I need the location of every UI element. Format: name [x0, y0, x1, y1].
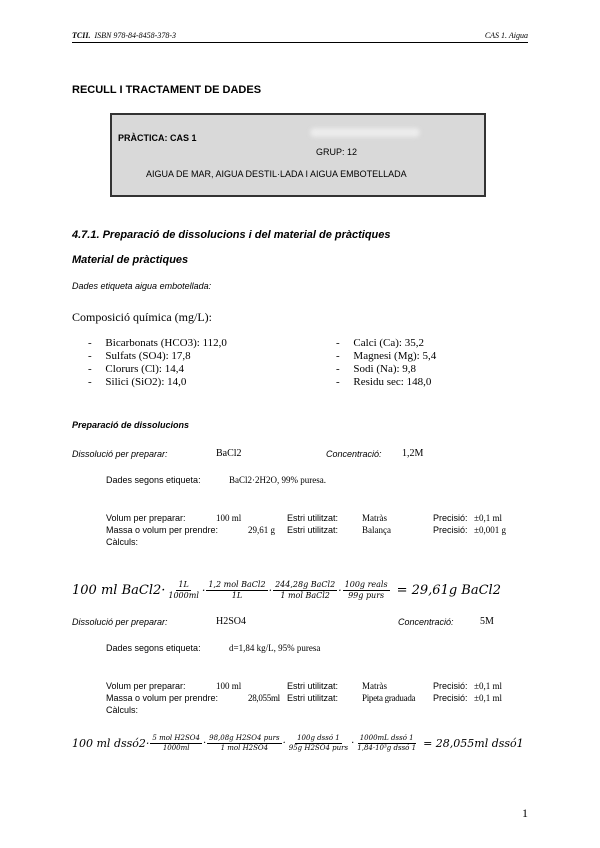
diss1-calculs: Càlculs: [106, 537, 139, 547]
diss1-prec2-label: Precisió: [433, 525, 468, 535]
list-item: - Bicarbonats (HCO3): 112,0 [88, 337, 227, 349]
diss1-volum-label: Volum per preparar: [106, 513, 186, 523]
header-course: TCII. [72, 31, 91, 40]
page-number: 1 [522, 806, 528, 820]
diss1-label: Dissolució per preparar: [72, 449, 168, 459]
box-subtitle: AIGUA DE MAR, AIGUA DESTIL·LADA I AIGUA EMBOTELLADA [146, 169, 407, 179]
list-item: - Residu sec: 148,0 [336, 376, 432, 388]
diss2-calculs: Càlculs: [106, 705, 139, 715]
diss1-dades-value: BaCl2·2H2O, 99% puresa. [229, 475, 326, 485]
diss1-massa-label: Massa o volum per prendre: [106, 525, 219, 535]
diss2-dades-value: d=1,84 kg/L, 95% puresa [229, 643, 321, 653]
diss2-estri1-label: Estri utilitzat: [287, 681, 339, 691]
eq1-fraction: $\frac{\text{100g reals}}{\text{99g purs}}$ [344, 580, 388, 600]
heading-471: 4.7.1. Preparació de dissolucions i del material de pràctiques [72, 229, 391, 241]
diss1-conc-label: Concentració: [326, 449, 382, 459]
diss1-estri1-label: Estri utilitzat: [287, 513, 339, 523]
list-item: - Sulfats (SO4): 17,8 [88, 350, 191, 362]
list-item: - Clorurs (Cl): 14,4 [88, 363, 184, 375]
diss1-estri2-value: Balança [362, 525, 391, 535]
composicio-label: Composició química (mg/L): [72, 310, 212, 324]
practica-box [110, 113, 486, 197]
practica-label: PRÀCTICA: CAS 1 [118, 133, 197, 143]
eq1-fraction: $\frac{\text{244,28g BaCl2}}{\text{1 mol BaCl2}}$ [275, 580, 336, 600]
diss1-estri2-label: Estri utilitzat: [287, 525, 339, 535]
diss2-dades-label: Dades segons etiqueta: [106, 643, 201, 653]
diss1-volum-value: 100 ml [216, 513, 242, 523]
eq2-result: = 28,055ml dssó1 [423, 736, 524, 750]
redacted-name [310, 128, 420, 137]
dades-etiqueta: Dades etiqueta aigua embotellada: [72, 281, 212, 291]
eq2-fraction: $\frac{\text{5 mol H2SO4}}{1000ml}$ [152, 734, 200, 752]
diss2-conc-label: Concentració: [398, 617, 454, 627]
diss1-prec1-label: Precisió: [433, 513, 468, 523]
list-item: - Magnesi (Mg): 5,4 [336, 350, 437, 362]
diss2-volum-label: Volum per preparar: [106, 681, 186, 691]
composition-left [88, 337, 227, 389]
diss1-prec1-value: ±0,1 ml [474, 513, 502, 523]
eq2-fraction: $\frac{\text{100g dssó 1}}{\text{95g H2SO4 purs}}$ [288, 734, 349, 752]
list-item: - Calci (Ca): 35,2 [336, 337, 424, 349]
diss2-volum-value: 100 ml [216, 681, 242, 691]
diss2-conc-value: 5M [480, 616, 494, 627]
diss2-estri2-value: Pipeta graduada [362, 693, 416, 703]
header-rule [72, 42, 528, 43]
eq1-fraction: $\frac{\text{1,2 mol BaCl2}}{1L}$ [208, 580, 266, 600]
diss2-massa-label: Massa o volum per prendre: [106, 693, 219, 703]
composition-right [336, 337, 436, 389]
diss2-prec2-label: Precisió: [433, 693, 468, 703]
heading-material: Material de pràctiques [72, 254, 189, 266]
eq2-fraction: $\frac{\text{1000mL dssó 1}}{\text{1,84·10³g dssó 1}}$ [357, 734, 417, 752]
header-left [72, 31, 176, 40]
diss1-prec2-value: ±0,001 g [474, 525, 506, 535]
header-right: CAS 1. Aigua [484, 31, 528, 40]
diss1-conc-value: 1,2M [402, 448, 424, 459]
eq1-lead: 100 ml BaCl2· [72, 582, 166, 598]
diss2-estri1-value: Matràs [362, 681, 387, 691]
diss2-value: H2SO4 [216, 616, 247, 627]
diss2-prec2-value: ±0,1 ml [474, 693, 502, 703]
section-title: RECULL I TRACTAMENT DE DADES [72, 84, 262, 96]
heading-preparacio: Preparació de dissolucions [72, 420, 190, 430]
diss2-prec1-label: Precisió: [433, 681, 468, 691]
diss2-prec1-value: ±0,1 ml [474, 681, 502, 691]
diss2-estri2-label: Estri utilitzat: [287, 693, 339, 703]
header-isbn: ISBN 978-84-8458-378-3 [94, 31, 176, 40]
eq2-lead: 100 ml dssó2· [72, 736, 150, 750]
eq1-fraction: $\frac{1L}{1000ml}$ [168, 580, 199, 600]
diss1-dades-label: Dades segons etiqueta: [106, 475, 201, 485]
diss2-massa-value: 28,055ml [248, 693, 280, 703]
diss1-massa-value: 29,61 g [248, 525, 275, 535]
grup-label: GRUP: 12 [316, 147, 358, 157]
equation-1: 100 ml BaCl2· $\frac{1L}{1000ml}$ · $\frac{\text{1,2 mol BaCl2}}{1L}$ · $\frac{\text{244,28g BaCl2}}{\text{1 mol BaCl2}}$ · $\frac{\text{100g reals}}{\text{99g purs}}$ = 29,61g BaCl2 [72, 580, 501, 600]
eq2-fraction: $\frac{\text{98,08g H2SO4 purs}}{\text{1 mol H2SO4}}$ [209, 734, 280, 752]
eq1-result: = 29,61g BaCl2 [396, 582, 501, 598]
list-item: - Sodi (Na): 9,8 [336, 363, 417, 375]
list-item: - Silici (SiO2): 14,0 [88, 376, 187, 388]
diss2-label: Dissolució per preparar: [72, 617, 168, 627]
diss1-estri1-value: Matràs [362, 513, 387, 523]
diss1-value: BaCl2 [216, 448, 242, 459]
equation-2: 100 ml dssó2· $\frac{\text{5 mol H2SO4}}{1000ml}$ · $\frac{\text{98,08g H2SO4 purs}}{\text{1 mol H2SO4}}$ · $\frac{\text{100g dssó 1}}{\text{95g H2SO4 purs}}$ · $\frac{\text{1000mL dssó 1}}{\text{1,84·10³g dssó 1}}$ = 28,055ml dssó1 [72, 734, 524, 752]
